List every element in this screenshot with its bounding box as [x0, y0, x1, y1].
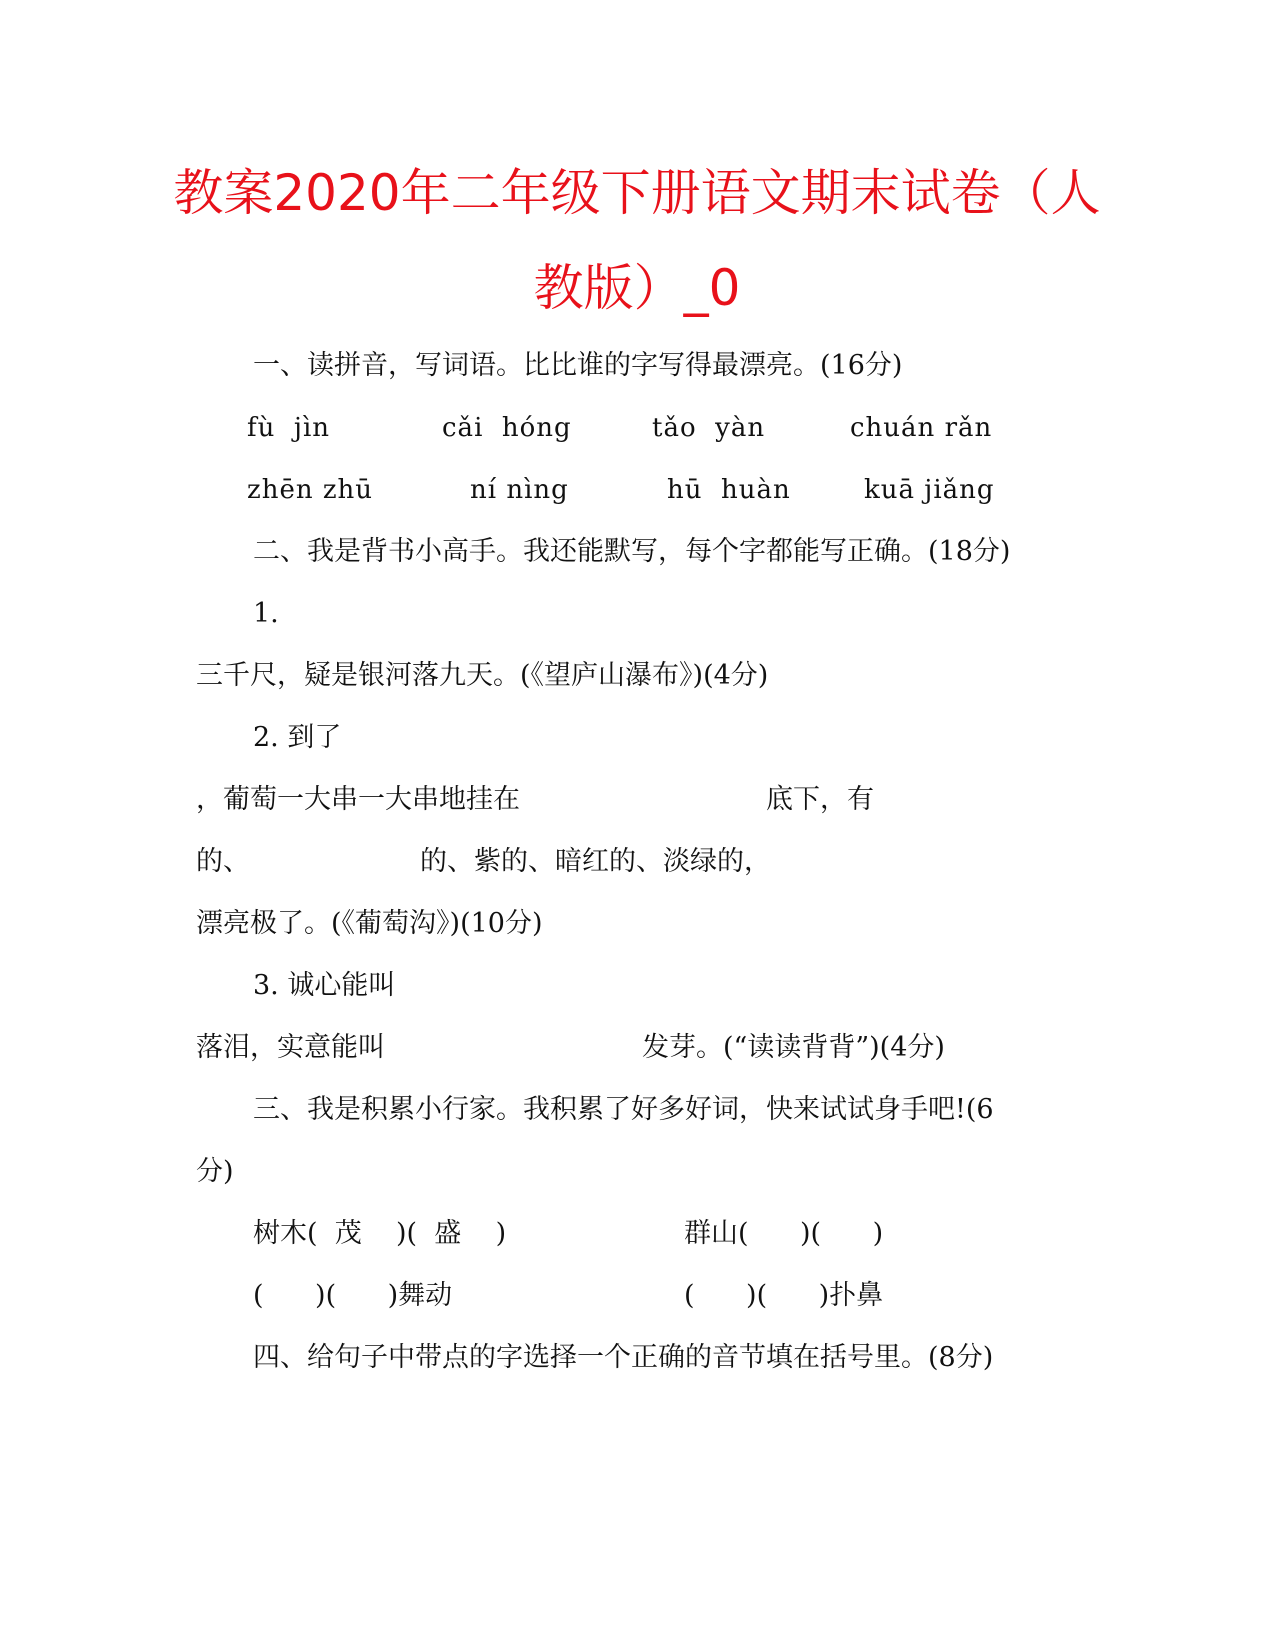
question-line: 漂亮极了。(《葡萄沟》)(10分): [196, 908, 543, 939]
document-title-line2: 教版）_0: [533, 259, 741, 317]
question-line: 3. 诚心能叫: [253, 970, 396, 1001]
pinyin-item: hū huàn: [667, 475, 791, 505]
question-line: 2. 到了: [253, 722, 342, 753]
poem-line: 三千尺，疑是银河落九天。(《望庐山瀑布》)(4分): [196, 660, 769, 691]
question-line: ，葡萄一大串一大串地挂在: [196, 784, 520, 815]
question-line: 的、紫的、暗红的、淡绿的，: [420, 846, 771, 877]
section3-heading-cont: 分): [196, 1156, 234, 1187]
pinyin-item: chuán rǎn: [850, 413, 993, 443]
pinyin-item: ní nìng: [470, 475, 569, 505]
section3-heading: 三、我是积累小行家。我积累了好多好词，快来试试身手吧!(6: [253, 1094, 994, 1125]
question-line: 的、: [196, 846, 250, 877]
word-blank: 群山( )( ): [684, 1218, 884, 1249]
pinyin-item: tǎo yàn: [652, 413, 766, 443]
section1-heading: 一、读拼音，写词语。比比谁的字写得最漂亮。(16分): [253, 350, 903, 381]
question-line: 落泪，实意能叫: [196, 1032, 385, 1063]
word-blank: ( )( )舞动: [253, 1280, 453, 1311]
pinyin-item: cǎi hóng: [442, 413, 572, 443]
section2-heading: 二、我是背书小高手。我还能默写，每个字都能写正确。(18分): [253, 536, 1011, 567]
question-line: 底下，有: [766, 784, 874, 815]
question-number: 1.: [253, 598, 279, 629]
word-blank: ( )( )扑鼻: [684, 1280, 884, 1311]
pinyin-item: fù jìn: [247, 413, 331, 443]
word-blank: 树木( 茂 )( 盛 ): [253, 1218, 507, 1249]
pinyin-item: kuā jiǎng: [864, 475, 995, 505]
pinyin-item: zhēn zhū: [247, 475, 374, 505]
section4-heading: 四、给句子中带点的字选择一个正确的音节填在括号里。(8分): [253, 1342, 994, 1373]
question-line: 发芽。(“读读背背”)(4分): [642, 1032, 945, 1063]
document-title-line1: 教案2020年二年级下册语文期末试卷（人: [173, 164, 1101, 222]
